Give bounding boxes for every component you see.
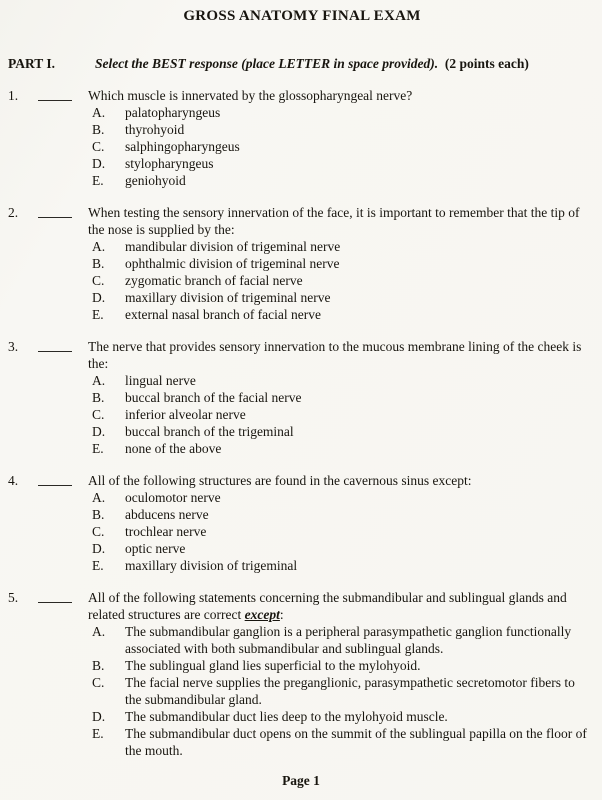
option-row <box>92 372 596 389</box>
option-text: The submandibular duct lies deep to the mylohyoid muscle. <box>125 709 448 724</box>
option-letter: B. <box>92 256 105 271</box>
option-row <box>92 489 596 506</box>
option-row <box>92 289 596 306</box>
question-stem <box>88 589 596 623</box>
option-text: oculomotor nerve <box>125 490 221 505</box>
option-letter: A. <box>92 239 106 254</box>
question-number: 5. <box>8 590 19 605</box>
option-row <box>92 423 596 440</box>
option-text: The submandibular duct opens on the summit of the sublingual papilla on the floor of the mouth. <box>125 726 587 758</box>
page-title: GROSS ANATOMY FINAL EXAM <box>183 8 421 24</box>
question-head <box>8 338 596 372</box>
options-list <box>92 623 596 759</box>
option-text: inferior alveolar nerve <box>125 407 246 422</box>
points-label: (2 points each) <box>444 56 529 71</box>
option-row <box>92 406 596 423</box>
options-list <box>92 104 596 189</box>
option-text: maxillary division of trigeminal <box>125 558 298 573</box>
answer-blank <box>38 204 72 218</box>
page-footer: Page 1 <box>282 773 320 788</box>
option-row <box>92 657 596 674</box>
question-head <box>8 87 596 104</box>
option-letter: D. <box>92 290 106 305</box>
question-1 <box>8 87 596 189</box>
option-letter: E. <box>92 558 104 573</box>
part-header <box>8 55 596 72</box>
option-row <box>92 104 596 121</box>
option-text: geniohyoid <box>125 173 186 188</box>
option-row <box>92 272 596 289</box>
stem-text: : <box>279 607 284 622</box>
answer-blank <box>38 472 72 486</box>
option-row <box>92 623 596 657</box>
option-row <box>92 523 596 540</box>
question-number: 2. <box>8 205 19 220</box>
question-3 <box>8 338 596 457</box>
option-text: abducens nerve <box>125 507 209 522</box>
option-letter: E. <box>92 173 104 188</box>
answer-blank <box>38 589 72 603</box>
stem-emphasis: except <box>244 607 280 622</box>
option-row <box>92 121 596 138</box>
option-text: trochlear nerve <box>125 524 207 539</box>
option-row <box>92 725 596 759</box>
option-row <box>92 155 596 172</box>
option-letter: B. <box>92 122 105 137</box>
option-row <box>92 389 596 406</box>
option-text: palatopharyngeus <box>125 105 221 120</box>
question-stem: All of the following structures are found in the cavernous sinus except: <box>88 473 472 488</box>
question-number: 4. <box>8 473 19 488</box>
option-row <box>92 172 596 189</box>
question-stem: The nerve that provides sensory innervation to the mucous membrane lining of the cheek is the: <box>88 339 582 371</box>
option-letter: B. <box>92 507 105 522</box>
option-row <box>92 540 596 557</box>
option-text: The sublingual gland lies superficial to the mylohyoid. <box>125 658 421 673</box>
answer-blank <box>38 338 72 352</box>
option-text: maxillary division of trigeminal nerve <box>125 290 331 305</box>
option-row <box>92 557 596 574</box>
option-text: lingual nerve <box>125 373 196 388</box>
option-row <box>92 255 596 272</box>
option-row <box>92 708 596 725</box>
option-text: none of the above <box>125 441 222 456</box>
question-number: 3. <box>8 339 19 354</box>
option-text: salphingopharyngeus <box>125 139 240 154</box>
part-label: PART I. <box>8 56 56 71</box>
option-text: buccal branch of the facial nerve <box>125 390 302 405</box>
option-letter: D. <box>92 709 106 724</box>
question-4 <box>8 472 596 574</box>
option-row <box>92 306 596 323</box>
option-letter: A. <box>92 373 106 388</box>
option-letter: E. <box>92 441 104 456</box>
answer-blank <box>38 87 72 101</box>
option-letter: C. <box>92 675 105 690</box>
option-letter: E. <box>92 726 104 741</box>
option-text: external nasal branch of facial nerve <box>125 307 322 322</box>
option-letter: D. <box>92 156 106 171</box>
question-5 <box>8 589 596 759</box>
options-list <box>92 238 596 323</box>
option-text: zygomatic branch of facial nerve <box>125 273 303 288</box>
option-text: The facial nerve supplies the preganglionic, parasympathetic secretomotor fibers to the submandibular gland. <box>125 675 575 707</box>
instructions-text: Select the BEST response (place LETTER in space provided). <box>95 56 439 71</box>
options-list <box>92 489 596 574</box>
option-row <box>92 506 596 523</box>
option-row <box>92 440 596 457</box>
option-letter: D. <box>92 424 106 439</box>
question-stem: When testing the sensory innervation of the face, it is important to remember that the tip of the nose is supplied by the: <box>88 205 580 237</box>
option-text: stylopharyngeus <box>125 156 214 171</box>
option-letter: C. <box>92 407 105 422</box>
option-text: buccal branch of the trigeminal <box>125 424 294 439</box>
option-letter: B. <box>92 658 105 673</box>
option-text: mandibular division of trigeminal nerve <box>125 239 341 254</box>
option-row <box>92 238 596 255</box>
option-letter: D. <box>92 541 106 556</box>
option-letter: C. <box>92 139 105 154</box>
question-stem: Which muscle is innervated by the glossopharyngeal nerve? <box>88 88 413 103</box>
part-instructions <box>95 55 596 72</box>
option-text: ophthalmic division of trigeminal nerve <box>125 256 340 271</box>
stem-text: All of the following statements concerning the submandibular and sublingual glands and related structures are correct <box>88 590 567 622</box>
question-head <box>8 472 596 489</box>
option-text: optic nerve <box>125 541 186 556</box>
option-row <box>92 674 596 708</box>
options-list <box>92 372 596 457</box>
option-text: The submandibular ganglion is a peripheral parasympathetic ganglion functionally associated with both submandibular and sublingual glands. <box>125 624 572 656</box>
option-letter: C. <box>92 273 105 288</box>
option-letter: E. <box>92 307 104 322</box>
question-head <box>8 204 596 238</box>
option-text: thyrohyoid <box>125 122 185 137</box>
option-letter: B. <box>92 390 105 405</box>
question-head <box>8 589 596 623</box>
option-letter: A. <box>92 105 106 120</box>
question-2 <box>8 204 596 323</box>
option-letter: C. <box>92 524 105 539</box>
option-letter: A. <box>92 490 106 505</box>
option-row <box>92 138 596 155</box>
option-letter: A. <box>92 624 106 639</box>
question-number: 1. <box>8 88 19 103</box>
